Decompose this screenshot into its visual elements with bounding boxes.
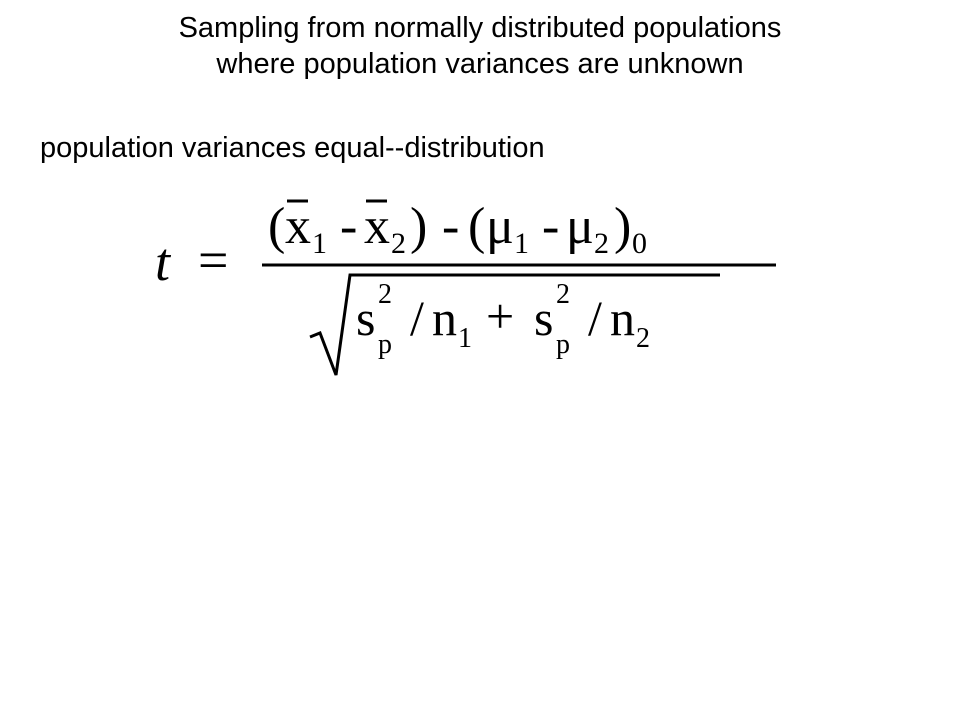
num-xbar-1: x (285, 198, 311, 255)
num-mu-2: μ (566, 198, 594, 255)
num-mu-1: μ (486, 198, 514, 255)
num-mu2-sub: 2 (594, 227, 609, 260)
den-s2-sub: p (556, 329, 570, 360)
den-n2-sub: 2 (636, 323, 650, 354)
den-s-1: s (356, 290, 376, 346)
num-null-sub: 0 (632, 227, 647, 260)
num-mu1-sub: 1 (514, 227, 529, 260)
formula-numerator (268, 198, 647, 260)
num-minus-2: - (442, 198, 460, 255)
formula-t: t (155, 232, 171, 292)
slide-title (0, 10, 960, 82)
title-line-2: where population variances are unknown (216, 48, 744, 80)
num-xbar-2: x (364, 198, 390, 255)
den-s1-sup: 2 (378, 279, 392, 310)
den-s1-sub: p (378, 329, 392, 360)
den-s-2: s (534, 290, 554, 346)
den-plus: + (486, 288, 515, 344)
num-close-paren-1: ) (410, 198, 428, 255)
num-open-paren-1: ( (268, 198, 286, 255)
formula-equals: = (198, 230, 229, 290)
subtitle: population variances equal--distribution (40, 132, 545, 164)
den-slash-1: / (410, 290, 424, 346)
num-open-paren-2: ( (468, 198, 486, 255)
den-slash-2: / (588, 290, 602, 346)
title-line-1: Sampling from normally distributed populations (178, 12, 782, 44)
den-n1-sub: 1 (458, 323, 472, 354)
den-n-1: n (432, 290, 457, 346)
num-x2-sub: 2 (391, 227, 406, 260)
num-x1-sub: 1 (312, 227, 327, 260)
den-s2-sup: 2 (556, 279, 570, 310)
num-minus-3: - (542, 198, 560, 255)
den-n-2: n (610, 290, 635, 346)
num-close-paren-2: ) (614, 198, 632, 255)
formula-denominator (310, 275, 720, 375)
t-statistic-formula (150, 185, 790, 385)
num-minus-1: - (340, 198, 358, 255)
